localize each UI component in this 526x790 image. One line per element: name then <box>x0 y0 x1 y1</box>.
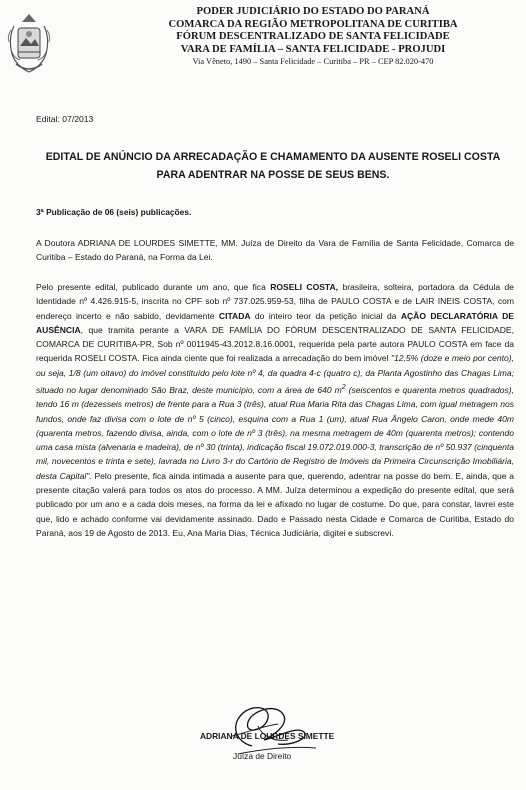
signer-name: ADRIANA DE LOURDES SIMETTE <box>200 731 335 741</box>
body-text: brasileira, solteira, portadora da Cédula de Identidade nº 4.426.915-5, inscrita no CPF sob nº 737.025.959-53, filha de PAULO COSTA e de LAIR INEIS COSTA, com endereço incerto e não sabido, devidamente <box>36 282 514 321</box>
header-line-3: FÓRUM DESCENTRALIZADO DE SANTA FELICIDADE <box>176 31 450 43</box>
action-name: AÇÃO DECLARATÓRIA DE AUSÊNCIA <box>36 310 514 335</box>
header-line-4: VARA DE FAMÍLIA – SANTA FELICIDADE - PROJUDI <box>180 43 446 55</box>
cited-word: CITADA <box>218 310 251 321</box>
body-text: , que tramita perante a VARA DE FAMÍLIA DO FÓRUM DESCENTRALIZADO DE SANTA FELICIDADE, COMARCA DE CURITIBA-PR, Sob nº 0011945-43.2012.8.16.0001, requerida pela parte autora PAULO COSTA em face da requerida ROSELI COSTA. Fica ainda ciente que foi realizada a arrecadação do bem imóvel <box>36 324 514 364</box>
area-exponent: 2 <box>341 383 346 392</box>
intro-paragraph: A Doutora ADRIANA DE LOURDES SIMETTE, MM. Juíza de Direito da Vara de Família de Santa Felicidade, Comarca de Curitiba – Estado do Paraná, na Forma da Lei. <box>36 238 514 263</box>
parana-coat-of-arms-icon <box>6 8 52 78</box>
body-text: Pelo presente edital, publicado durante um ano, que fica <box>36 282 271 292</box>
document-title: EDITAL DE ANÚNCIO DA ARRECADAÇÃO E CHAMAMENTO DA AUSENTE ROSELI COSTA PARA ADENTRAR NA POSSE DE SEUS BENS. <box>45 151 501 181</box>
header-line-2: COMARCA DA REGIÃO METROPOLITANA DE CURITIBA <box>168 18 458 30</box>
property-text: (seiscentos e quarenta metros quadrados), tendo 16 m (dezesseis metros) de frente para a Rua 3 (três), atual Rua Maria Rita das Chagas Lima, com igual metragem nos fundos, onde faz divisa com o lote de nº 5 (cinco), esquina com a Rua 1 (um), atual Rua Ângelo Caron, onde mede 40m (quarenta metros, fazendo divisa, ainda, com o lote de nº 3 (três), na mesma metragem de 40m (quarenta metros); contendo uma casa mista (alvenaria e madeira), de nº 30 (trinta), indicação fiscal 19.072.019.000-3, transcrição de nº 50.937 (cinquenta mil, novecentos e trinta e sete), lavrada no Livro 3-r do Cartório de Registro de Imóveis da Primeira Circunscrição Imobiliária, desta Capital". <box>36 384 515 481</box>
edital-number: Edital: 07/2013 <box>36 114 94 124</box>
court-header <box>108 6 518 67</box>
absent-name: ROSELI COSTA, <box>270 282 339 292</box>
body-text: do inteiro teor da petição inicial da <box>250 310 401 321</box>
body-text: Pelo presente, fica ainda intimada a ausente para que, querendo, adentrar na posse do bem. E, ainda, que a presente citação valerá para todos os atos do processo. A MM. Juíza determinou a expedição do presente edital, que será publicado por um ano e a cada dois meses, na forma da lei e afixado no lugar de costume. Do que, para constar, lavrei este que, lido e achado conforme vai devidamente assinado. Dado e Passado nesta Cidade e Comarca de Curitiba, Estado do Paraná, aos 19 de Agosto de 2013. Eu, Ana Maria Dias, Técnica Judiciária, digitei e subscrevi. <box>36 470 515 538</box>
publication-note: 3ª Publicação de 06 (seis) publicações. <box>36 207 192 217</box>
signer-role: Juíza de Direito <box>233 751 292 761</box>
header-line-1: PODER JUDICIÁRIO DO ESTADO DO PARANÁ <box>196 6 430 17</box>
property-text: "12,5% (doze e meio por cento), ou seja, 1/8 (um oitavo) do imóvel constituído pelo lote nº 4, da quadra 4-c (quatro c), da Planta Agostinho das Chagas Lima; situado no lugar denominado São Braz, deste município, com a área de 640 m <box>36 353 514 395</box>
header-address: Via Vêneto, 1490 – Santa Felicidade – Curitiba – PR – CEP 82.020-470 <box>192 57 434 67</box>
property-description <box>36 353 514 480</box>
body-paragraph <box>36 280 514 540</box>
